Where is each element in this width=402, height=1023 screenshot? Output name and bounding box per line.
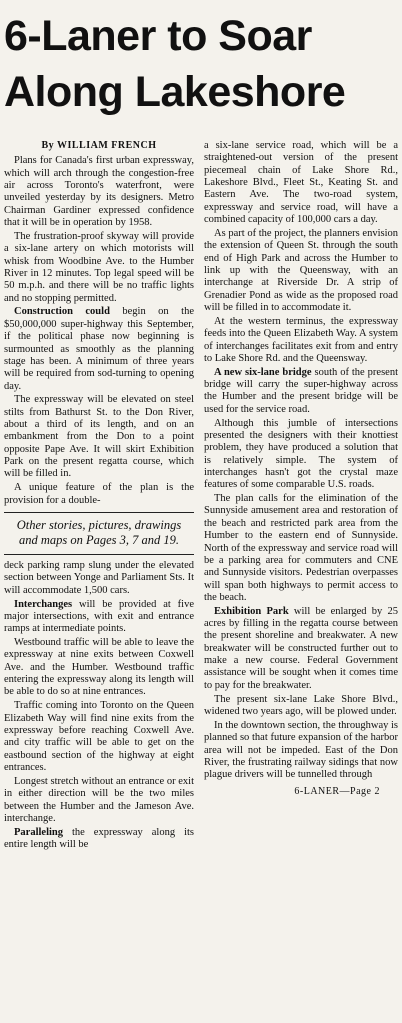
subhead-lead: Paralleling bbox=[14, 826, 63, 838]
subhead-lead: Construction could bbox=[14, 306, 110, 318]
paragraph: As part of the project, the planners envision the extension of Queen St. through the south end of High Park and across the Humber to link up with the Queensway, with an interchange at Riverside Dr. A strip of Grenadier Pond as wide as the proposed road will be filled in to accommodate it. bbox=[204, 227, 398, 313]
subhead-lead: A new six-lane bridge bbox=[214, 366, 312, 378]
paragraph: The plan calls for the elimination of the Sunnyside amusement area and restoration of the beach and restricted park area from the Humber to the eastern end of Sunnyside. North of the expressway and service road will be a parking area for commuters and CNE and Sunnyside visitors. Pedestrian overpasses will span both highways to permit access to the beach. bbox=[204, 493, 398, 603]
paragraph bbox=[4, 599, 194, 636]
headline bbox=[0, 0, 402, 140]
subhead-lead: Exhibition Park bbox=[214, 605, 289, 617]
paragraph-text: begin on the $50,000,000 super-highway this September, if the political phase now beginning is surmounted as smoothly as the planning stage has been. A minimum of three years will be required from sod-turning to opening day. bbox=[4, 306, 194, 392]
byline: By WILLIAM FRENCH bbox=[41, 140, 157, 151]
paragraph: The expressway will be elevated on steel stilts from Bathurst St. to the Don River, about a third of its length, and on an embankment from the Don to a point opposite Pape Ave. It will skirt Exhibition Park on the present regatta course, which will be filled in. bbox=[4, 394, 194, 480]
paragraph: Traffic coming into Toronto on the Queen Elizabeth Way will find nine exits from the expressway before reaching Coxwell Ave. and city traffic will be able to get on the eastbound section of the highway at eight entrances. bbox=[4, 700, 194, 773]
related-stories-box: Other stories, pictures, drawings and maps on Pages 3, 7 and 19. bbox=[4, 512, 194, 555]
paragraph bbox=[4, 827, 194, 852]
paragraph: Although this jumble of intersections presented the designers with their knottiest problem, they have produced a solution that is relatively simple. The system of interchanges hasn't got the crystal maze features of some comparable U.S. roads. bbox=[204, 417, 398, 491]
paragraph: The present six-lane Lake Shore Blvd., widened two years ago, will be plowed under. bbox=[204, 693, 398, 717]
paragraph: Plans for Canada's first urban expressway, which will arch through the congestion-free air across Toronto's waterfront, were unveiled yesterday by its designers. Metro Chairman Gardiner expressed confidence that it will be in operation by 1958. bbox=[4, 155, 194, 229]
paragraph: a six-lane service road, which will be a straightened-out version of the present piecemeal chain of Lake Shore Rd., Lakeshore Blvd., Fleet St., Keating St. and Eastern Ave. The two-road system, expressway and service road, will have a combined capacity of 100,000 cars a day. bbox=[204, 140, 398, 226]
headline-line-2: Along Lakeshore bbox=[4, 68, 346, 116]
article-column-right bbox=[204, 140, 398, 1023]
continuation-jump-line: 6-LANER—Page 2 bbox=[294, 785, 380, 797]
paragraph-text: the expressway along its entire length will be bbox=[4, 826, 194, 851]
paragraph bbox=[4, 306, 194, 392]
paragraph-text: will be provided at five major intersections, with exit and entrance ramps at intermediate points. bbox=[4, 598, 194, 635]
paragraph: A unique feature of the plan is the provision for a double- bbox=[4, 482, 194, 506]
paragraph: In the downtown section, the throughway is planned so that future expansion of the harbor area will not be impeded. East of the Don River, the frustrating railway sidings that now plague drivers will be tunnelled through bbox=[204, 719, 398, 781]
paragraph: Longest stretch without an entrance or exit in either direction will be the two miles between the Humber and the Jameson Ave. interchange. bbox=[4, 775, 194, 824]
paragraph: The frustration-proof skyway will provide a six-lane artery on which motorists will whisk from Woodbine Ave. to the Humber River in 12 minutes. Top legal speed will be 50 m.p.h. and there will be no traffic lights and no stopping permitted. bbox=[4, 230, 194, 304]
subhead-lead: Interchanges bbox=[14, 598, 73, 610]
paragraph-text: will be enlarged by 25 acres by filling in the regatta course between the present shoreline and breakwater. A new breakwater will be constructed further out to make a new course. Federal Government assistance will be sought when it comes time to pay for the breakwater. bbox=[204, 605, 398, 691]
paragraph: Westbound traffic will be able to leave the expressway at nine exits between Coxwell Ave. and the Humber. Westbound traffic entering the expressway along its length will be able to do so at nine entrances. bbox=[4, 637, 194, 698]
paragraph: At the western terminus, the expressway feeds into the Queen Elizabeth Way. A system of interchanges facilitates exit from and entry to Lake Shore Rd. and the Queensway. bbox=[204, 315, 398, 364]
article-column-left bbox=[4, 138, 194, 1023]
headline-line-1: 6-Laner to Soar bbox=[4, 12, 312, 60]
paragraph: deck parking ramp slung under the elevated section between Yonge and Parliament Sts. It will accommodate 1,500 cars. bbox=[4, 559, 194, 596]
paragraph-text: south of the present bridge will carry the super-highway across the Humber and the present bridge will be used for the service road. bbox=[204, 366, 398, 415]
paragraph bbox=[204, 606, 398, 692]
paragraph bbox=[204, 367, 398, 416]
